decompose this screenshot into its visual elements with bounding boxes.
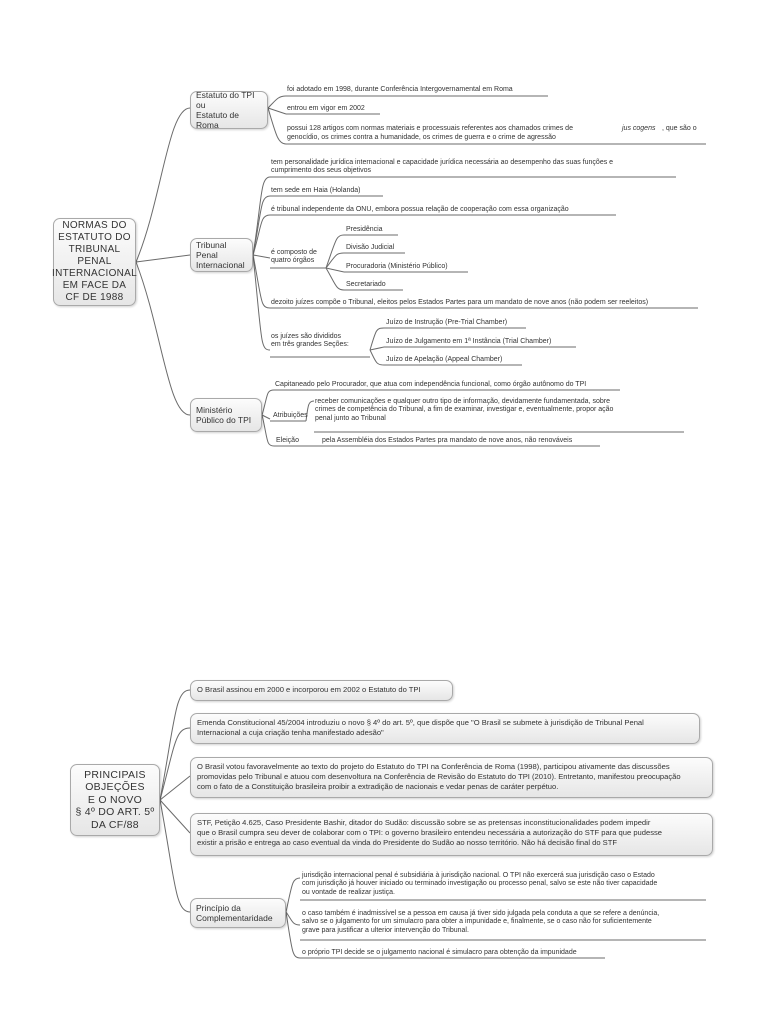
tribunal-sede: tem sede em Haia (Holanda) xyxy=(271,187,361,194)
objecao-box-stf: STF, Petição 4.625, Caso Presidente Bashir, ditador do Sudão: discussão sobre se as pretensas inconstitucionalidades podem impedir que o Brasil cumpra seu dever de colaborar com o TPI: o governo brasileiro entendeu necessária a autorização do STF para que pudesse existir a prisão e entrega ao caso eventual da vinda do Presidente do Sudão ao nosso território. Não há decisão final do STF xyxy=(190,813,713,856)
objecao-box-voto: O Brasil votou favoravelmente ao texto do projeto do Estatuto do TPI na Conferência de Roma (1998), participou ativamente das discussões promovidas pelo Tribunal e atuou com desenvoltura na Conferência de Revisão do Estatuto do TPI (2010). Entretanto, manifestou preocupação com o fato de a Constituição brasileira proibir a extradição de nacionais e vedar penas de caráter perpétuo. xyxy=(190,757,713,798)
ministerio-capitaneado: Capitaneado pelo Procurador, que atua com independência funcional, como órgão autônomo do TPI xyxy=(275,381,587,388)
objecao-box-assinatura: O Brasil assinou em 2000 e incorporou em 2002 o Estatuto do TPI xyxy=(190,680,453,701)
estatuto-crimes: genocídio, os crimes contra a humanidade, os crimes de guerra e o crime de agressão xyxy=(287,134,556,141)
complementaridade-node: Princípio da Complementaridade xyxy=(190,898,286,928)
secao-julgamento: Juízo de Julgamento em 1ª Instância (Trial Chamber) xyxy=(386,338,552,345)
ministerio-node: Ministério Público do TPI xyxy=(190,398,262,432)
tribunal-node: Tribunal Penal Internacional xyxy=(190,238,253,272)
ministerio-atribuicoes-label: Atribuições xyxy=(273,412,308,419)
tribunal-juizes: dezoito juízes compõe o Tribunal, eleitos pelos Estados Partes para um mandato de nove anos (não podem ser reeleitos) xyxy=(271,299,649,306)
estatuto-artigos: possui 128 artigos com normas materiais e processuais referentes aos chamados crimes de xyxy=(287,125,573,132)
secao-instrucao: Juízo de Instrução (Pre-Trial Chamber) xyxy=(386,319,508,326)
tribunal-personalidade: tem personalidade jurídica internacional e capacidade jurídica necessária ao desempenho das suas funções e cumprimento dos seus objetivos xyxy=(271,159,614,175)
estatuto-que-sao: , que são o xyxy=(662,125,697,132)
estatuto-node: Estatuto do TPI ou Estatuto de Roma xyxy=(190,91,268,129)
map2-root-node: PRINCIPAIS OBJEÇÕES E O NOVO § 4º DO ART. 5º DA CF/88 xyxy=(70,764,160,836)
orgao-secretariado: Secretariado xyxy=(346,281,386,288)
secoes-label: os juízes são divididos em três grandes Seções: xyxy=(271,333,349,349)
ministerio-eleicao-label: Eleição xyxy=(276,437,299,444)
estatuto-vigor: entrou em vigor em 2002 xyxy=(287,105,365,112)
ministerio-eleicao: pela Assembléia dos Estados Partes pra mandato de nove anos, não renováveis xyxy=(322,437,573,444)
complementaridade-inadmissivel: o caso também é inadmissível se a pessoa em causa já tiver sido julgada pela conduta a que se refere a denúncia, salvo se o julgamento for um simulacro para obter a impunidade e, finalmente, se o caso não for suficientemente grave para justificar a ulterior intervenção do Tribunal. xyxy=(302,910,660,934)
objecao-box-emenda: Emenda Constitucional 45/2004 introduziu o novo § 4º do art. 5º, que dispõe que "O Brasil se submete à jurisdição de Tribunal Penal Internacional a cuja criação tenha manifestado adesão" xyxy=(190,713,700,744)
complementaridade-subsidiaria: jurisdição internacional penal é subsidiária à jurisdição nacional. O TPI não exercerá sua jurisdição caso o Estado com jurisdição já houver iniciado ou terminado investigação ou processo penal, salvo se este não tiver capacidade ou vontade de realizar justiça. xyxy=(302,872,658,896)
tribunal-independente: é tribunal independente da ONU, embora possua relação de cooperação com essa organização xyxy=(271,206,569,213)
orgao-procuradoria: Procuradoria (Ministério Público) xyxy=(346,263,448,270)
map1-root-node: NORMAS DO ESTATUTO DO TRIBUNAL PENAL INTERNACIONAL EM FACE DA CF DE 1988 xyxy=(53,218,136,306)
complementaridade-simulacro: o próprio TPI decide se o julgamento nacional é simulacro para obtenção da impunidade xyxy=(302,949,577,956)
secao-apelacao: Juízo de Apelação (Appeal Chamber) xyxy=(386,356,503,363)
estatuto-adotado: foi adotado em 1998, durante Conferência Intergovernamental em Roma xyxy=(287,86,513,93)
orgaos-label: é composto de quatro órgãos xyxy=(271,249,317,265)
ministerio-atribuicoes: receber comunicações e qualquer outro tipo de informação, devidamente fundamentada, sobre crimes de competência do Tribunal, a fim de examinar, investigar e, eventualmente, propor ação penal junto ao Tribunal xyxy=(315,398,614,422)
orgao-divisao-judicial: Divisão Judicial xyxy=(346,244,395,251)
estatuto-jus-cogens: jus cogens xyxy=(622,125,656,132)
orgao-presidencia: Presidência xyxy=(346,226,383,233)
